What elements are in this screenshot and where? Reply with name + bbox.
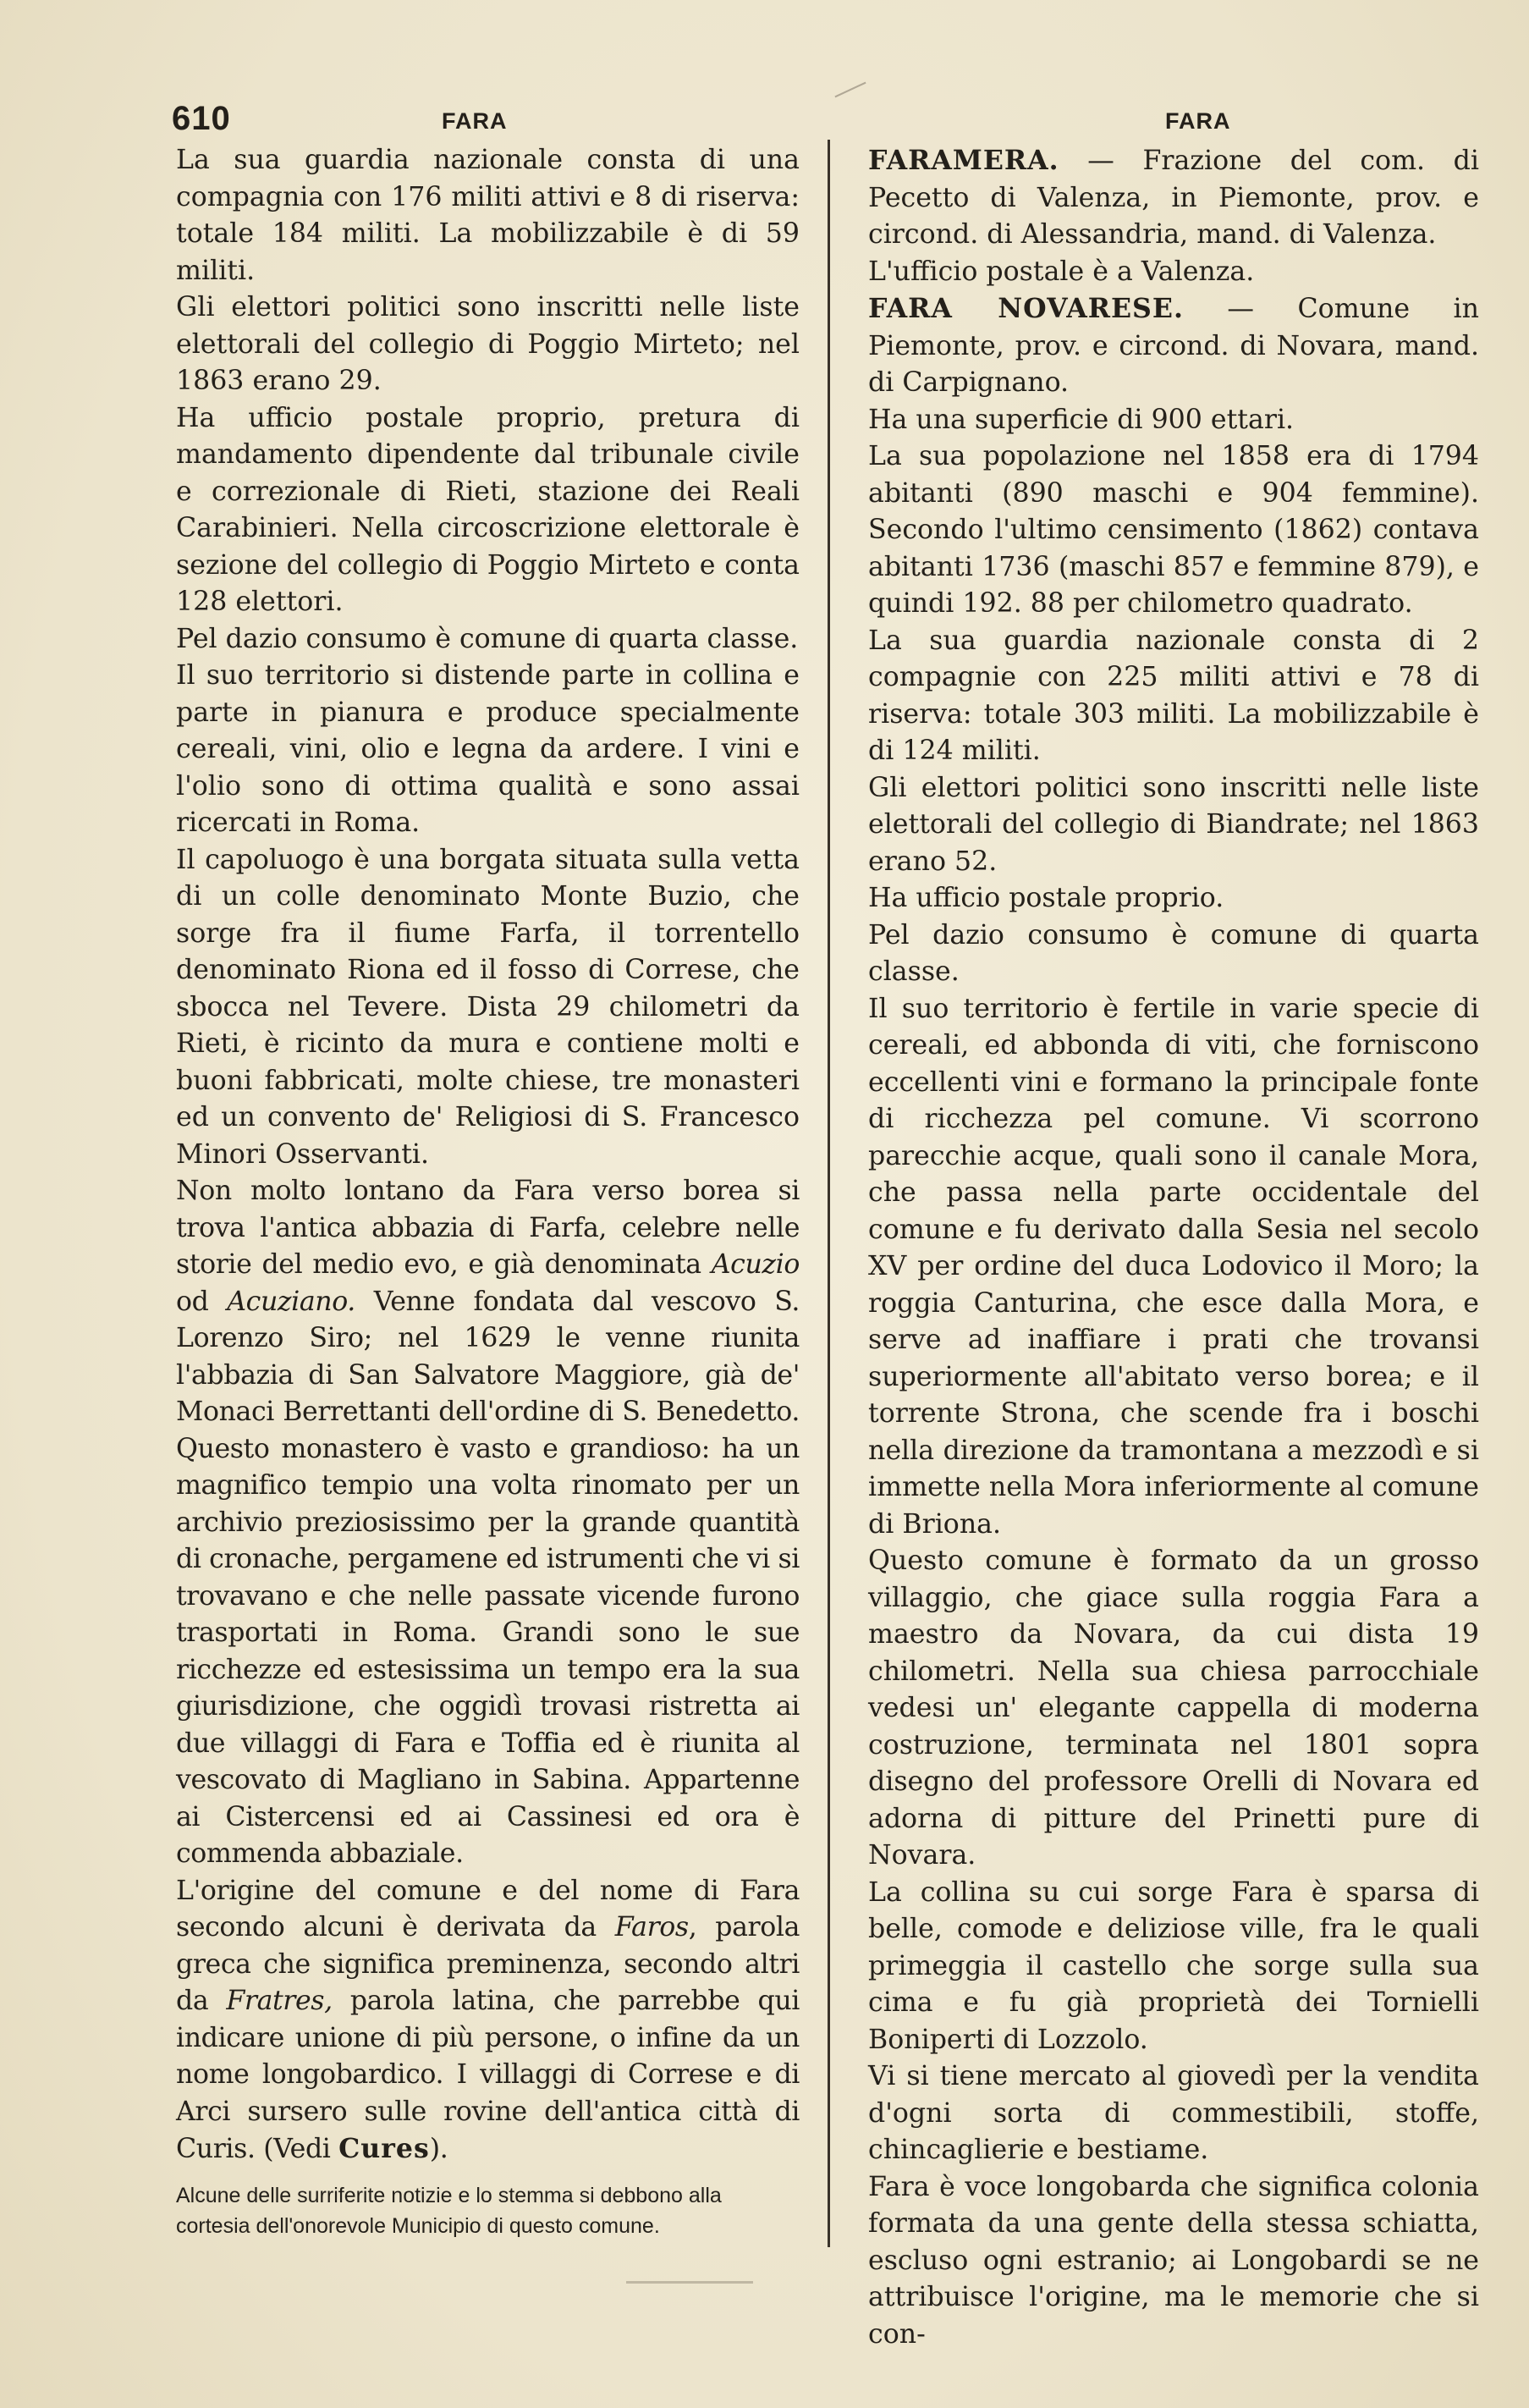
- paragraph: Pel dazio consumo è comune di quarta classe.: [868, 919, 1479, 987]
- text-run: , parola greca che significa preminenza, secondo altri da: [176, 1912, 800, 2016]
- paragraph: Vi si tiene mercato al giovedì per la vendita d'ogni sorta di commestibili, stoffe, chincaglierie e bestiame.: [868, 2061, 1479, 2165]
- text-run: parola latina, che parrebbe qui indicare unione di più persone, o infine da un nome longobardico. I villaggi di Correse e di Arci sursero sulle rovine dell'antica città di Curis. (Vedi: [176, 1986, 800, 2164]
- italic-term: Faros: [614, 1912, 689, 1942]
- right-running-title: FARA: [1165, 108, 1231, 134]
- paragraph: Il suo territorio è fertile in varie specie di cereali, ed abbonda di viti, che forniscono eccellenti vini e formano la principale fonte di ricchezza pel comune. Vi scorrono parecchie acque, quali sono il canale Mora, che passa nella parte occidentale del comune e fu derivato dalla Sesia nel secolo XV per ordine del duca Lodovico il Moro; la roggia Canturina, che esce dalla Mora, e serve ad inaffiare i prati che trovansi superiormente all'abitato verso borea; e il torrente Strona, che scende fra i boschi nella direzione da tramontana a mezzodì e si immette nella Mora inferiormente al comune di Briona.: [868, 993, 1479, 1540]
- page-number: 610: [172, 100, 231, 137]
- ink-mark: [834, 82, 866, 98]
- italic-term: Acuziano.: [227, 1286, 355, 1317]
- paragraph: L'ufficio postale è a Valenza.: [868, 256, 1255, 287]
- paragraph: La sua guardia nazionale consta di 2 compagnie con 225 militi attivi e 78 di riserva: totale 303 militi. La mobilizzabile è di 124 militi.: [868, 625, 1479, 766]
- entry-faramera: [868, 142, 1479, 254]
- paragraph-farfa-abbey: [176, 1173, 800, 1873]
- paragraph: Gli elettori politici sono inscritti nelle liste elettorali del collegio di Biandrate; nel 1863 erano 52.: [868, 772, 1479, 877]
- text-run: ).: [429, 2134, 448, 2164]
- italic-term: Acuzio: [711, 1249, 800, 1280]
- paragraph: Il suo territorio si distende parte in collina e parte in pianura e produce specialmente cereali, vini, olio e legna da ardere. I vini e l'olio sono di ottima qualità e sono assai ricercati in Roma.: [176, 660, 800, 838]
- text-run: Non molto lontano da Fara verso borea si trova l'antica abbazia di Farfa, celebre nelle storie del medio evo, e già denominata: [176, 1176, 800, 1280]
- right-column: [868, 142, 1479, 2353]
- ink-mark: [626, 2281, 753, 2284]
- entry-heading: FARA NOVARESE.: [868, 293, 1184, 324]
- entry-heading: FARAMERA.: [868, 145, 1059, 176]
- footnote: [176, 2180, 800, 2241]
- text-run: L'origine del comune e del nome di Fara secondo alcuni è derivata da: [176, 1875, 800, 1942]
- text-run: — Comune in Piemonte, prov. e circond. di Novara, mand. di Carpignano.: [868, 294, 1479, 398]
- paragraph: Pel dazio consumo è comune di quarta classe.: [176, 623, 799, 654]
- italic-term: Fratres,: [226, 1986, 333, 2016]
- paragraph-origin: [176, 1873, 800, 2168]
- paragraph: Ha ufficio postale proprio.: [868, 883, 1224, 913]
- paragraph: Questo comune è formato da un grosso villaggio, che giace sulla roggia Fara a maestro da Novara, da cui dista 19 chilometri. Nella sua chiesa parrocchiale vedesi un' elegante cappella di moderna costruzione, terminata nel 1801 sopra disegno del professore Orelli di Novara ed adorna di pitture del Prinetti pure di Novara.: [868, 1546, 1479, 1871]
- text-run: — Frazione del com. di Pecetto di Valenza, in Piemonte, prov. e circond. di Alessandria, mand. di Valenza.: [868, 146, 1479, 250]
- paragraph: La collina su cui sorge Fara è sparsa di belle, comode e deliziose ville, fra le quali primeggia il castello che sorge sulla sua cima e fu già proprietà dei Tornielli Boniperti di Lozzolo.: [868, 1876, 1479, 2055]
- text-run: Venne fondata dal vescovo S. Lorenzo Siro; nel 1629 le venne riunita l'abbazia di San Salvatore Maggiore, già de' Monaci Berrettanti dell'ordine di S. Benedetto. Questo monastero è vasto e grandioso: ha un magnifico tempio una volta rinomato per un archivio preziosissimo per la grande quantità di cronache, pergamene ed istrumenti che vi si trovavano e che nelle passate vicende furono trasportati in Roma. Grandi sono le sue ricchezze ed estesissima un tempo era la sua giurisdizione, che oggidì trovasi ristretta ai due villaggi di Fara e Toffia ed è riunita al vescovato di Magliano in Sabina. Appartenne ai Cistercensi ed ai Cassinesi ed ora è commenda abbaziale.: [176, 1286, 800, 1869]
- paragraph: La sua popolazione nel 1858 era di 1794 abitanti (890 maschi e 904 femmine). Secondo l'ultimo censimento (1862) contava abitanti 1736 (maschi 857 e femmine 879), e quindi 192. 88 per chilometro quadrato.: [868, 441, 1479, 619]
- cross-reference: Cures: [338, 2133, 430, 2164]
- column-divider: [828, 140, 830, 2247]
- paragraph: Fara è voce longobarda che significa colonia formata da una gente della stessa schiatta, escluso ogni estranio; ai Longobardi se ne attribuisce l'origine, ma le memorie che si con-: [868, 2171, 1479, 2350]
- paragraph: Ha ufficio postale proprio, pretura di mandamento dipendente dal tribunale civile e correzionale di Rieti, stazione dei Reali Carabinieri. Nella circoscrizione elettorale è sezione del collegio di Poggio Mirteto e conta 128 elettori.: [176, 402, 800, 617]
- paragraph: Gli elettori politici sono inscritti nelle liste elettorali del collegio di Poggio Mirteto; nel 1863 erano 29.: [176, 292, 800, 396]
- entry-fara-novarese: [868, 290, 1479, 402]
- footnote-text: Alcune delle surriferite notizie e lo stemma si debbono alla cortesia dell'onorevole Municipio di questo comune.: [176, 2183, 722, 2238]
- paragraph: La sua guardia nazionale consta di una compagnia con 176 militi attivi e 8 di riserva: totale 184 militi. La mobilizzabile è di 59 militi.: [176, 145, 800, 286]
- left-column: [176, 142, 800, 2241]
- paragraph: Il capoluogo è una borgata situata sulla vetta di un colle denominato Monte Buzio, che sorge fra il fiume Farfa, il torrentello denominato Riona ed il fosso di Correse, che sbocca nel Tevere. Dista 29 chilometri da Rieti, è ricinto da mura e contiene molti e buoni fabbricati, molte chiese, tre monasteri ed un convento de' Religiosi di S. Francesco Minori Osservanti.: [176, 844, 800, 1170]
- left-running-title: FARA: [442, 108, 508, 134]
- paragraph: Ha una superficie di 900 ettari.: [868, 404, 1295, 435]
- text-run: od: [176, 1286, 228, 1317]
